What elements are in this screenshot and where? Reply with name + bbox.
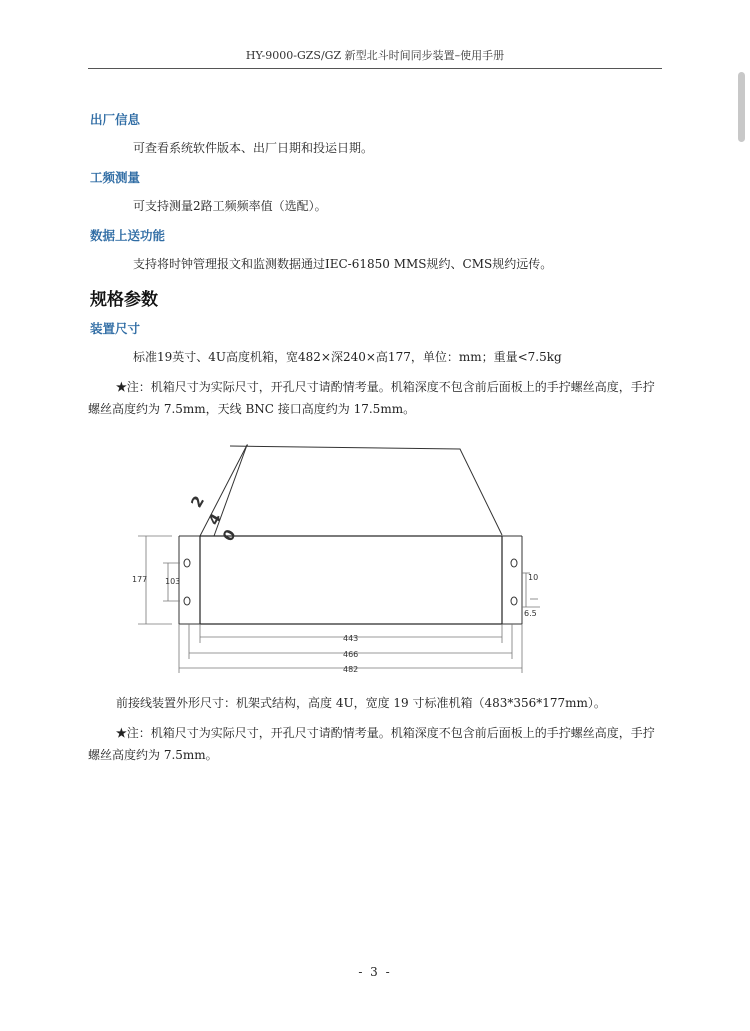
dim-label-443: 443 (343, 634, 359, 643)
page-header: HY-9000-GZS/GZ 新型北斗时间同步装置–使用手册 (245, 49, 505, 62)
page-number: - 3 - (358, 965, 392, 979)
scrollbar-thumb[interactable] (738, 72, 745, 142)
chassis-dimension-drawing (130, 435, 550, 680)
dim-label-482: 482 (343, 665, 359, 674)
note-1-text: 注：机箱尺寸为实际尺寸，开孔尺寸请酌情考量。机箱深度不包含前后面板上的手拧螺丝高度，手拧螺丝高度约为 7.5mm，天线 BNC 接口高度约为 17.5mm。 (88, 380, 655, 416)
figure-caption: 前接线装置外形尺寸：机架式结构，高度 4U，宽度 19 寸标准机箱（483*356*177mm）。 (116, 696, 606, 710)
section-title-specifications: 规格参数 (90, 290, 158, 310)
star-icon: ★ (116, 380, 127, 394)
paragraph-data-upload: 支持将时钟管理报文和监测数据通过IEC-61850 MMS规约、CMS规约远传。 (133, 257, 553, 271)
dim-label-height: 177 (132, 575, 148, 584)
paragraph-device-size: 标准19英寸、4U高度机箱，宽482×深240×高177，单位：mm；重量<7.5kg (133, 350, 562, 364)
heading-device-size: 装置尺寸 (90, 321, 141, 336)
dim-label-hole-spacing: 103 (165, 577, 181, 586)
heading-data-upload: 数据上送功能 (90, 228, 166, 243)
header-divider (88, 68, 662, 69)
heading-factory-info: 出厂信息 (90, 112, 141, 127)
heading-power-frequency: 工频测量 (90, 170, 141, 185)
depth-digit-2: 2 (187, 492, 209, 511)
paragraph-factory-info: 可查看系统软件版本、出厂日期和投运日期。 (133, 141, 374, 155)
note-1 (88, 376, 662, 420)
note-2-text: 注：机箱尺寸为实际尺寸，开孔尺寸请酌情考量。机箱深度不包含前后面板上的手拧螺丝高度，手拧螺丝高度约为 7.5mm。 (88, 726, 655, 762)
star-icon: ★ (116, 726, 127, 740)
note-2 (88, 722, 662, 766)
depth-digit-4: 4 (204, 510, 226, 529)
depth-digit-0: 0 (218, 526, 240, 545)
dim-label-6-5: 6.5 (524, 609, 537, 618)
paragraph-power-frequency: 可支持测量2路工频频率值（选配）。 (133, 199, 327, 213)
dim-label-10: 10 (528, 573, 539, 582)
dim-label-466: 466 (343, 650, 359, 659)
